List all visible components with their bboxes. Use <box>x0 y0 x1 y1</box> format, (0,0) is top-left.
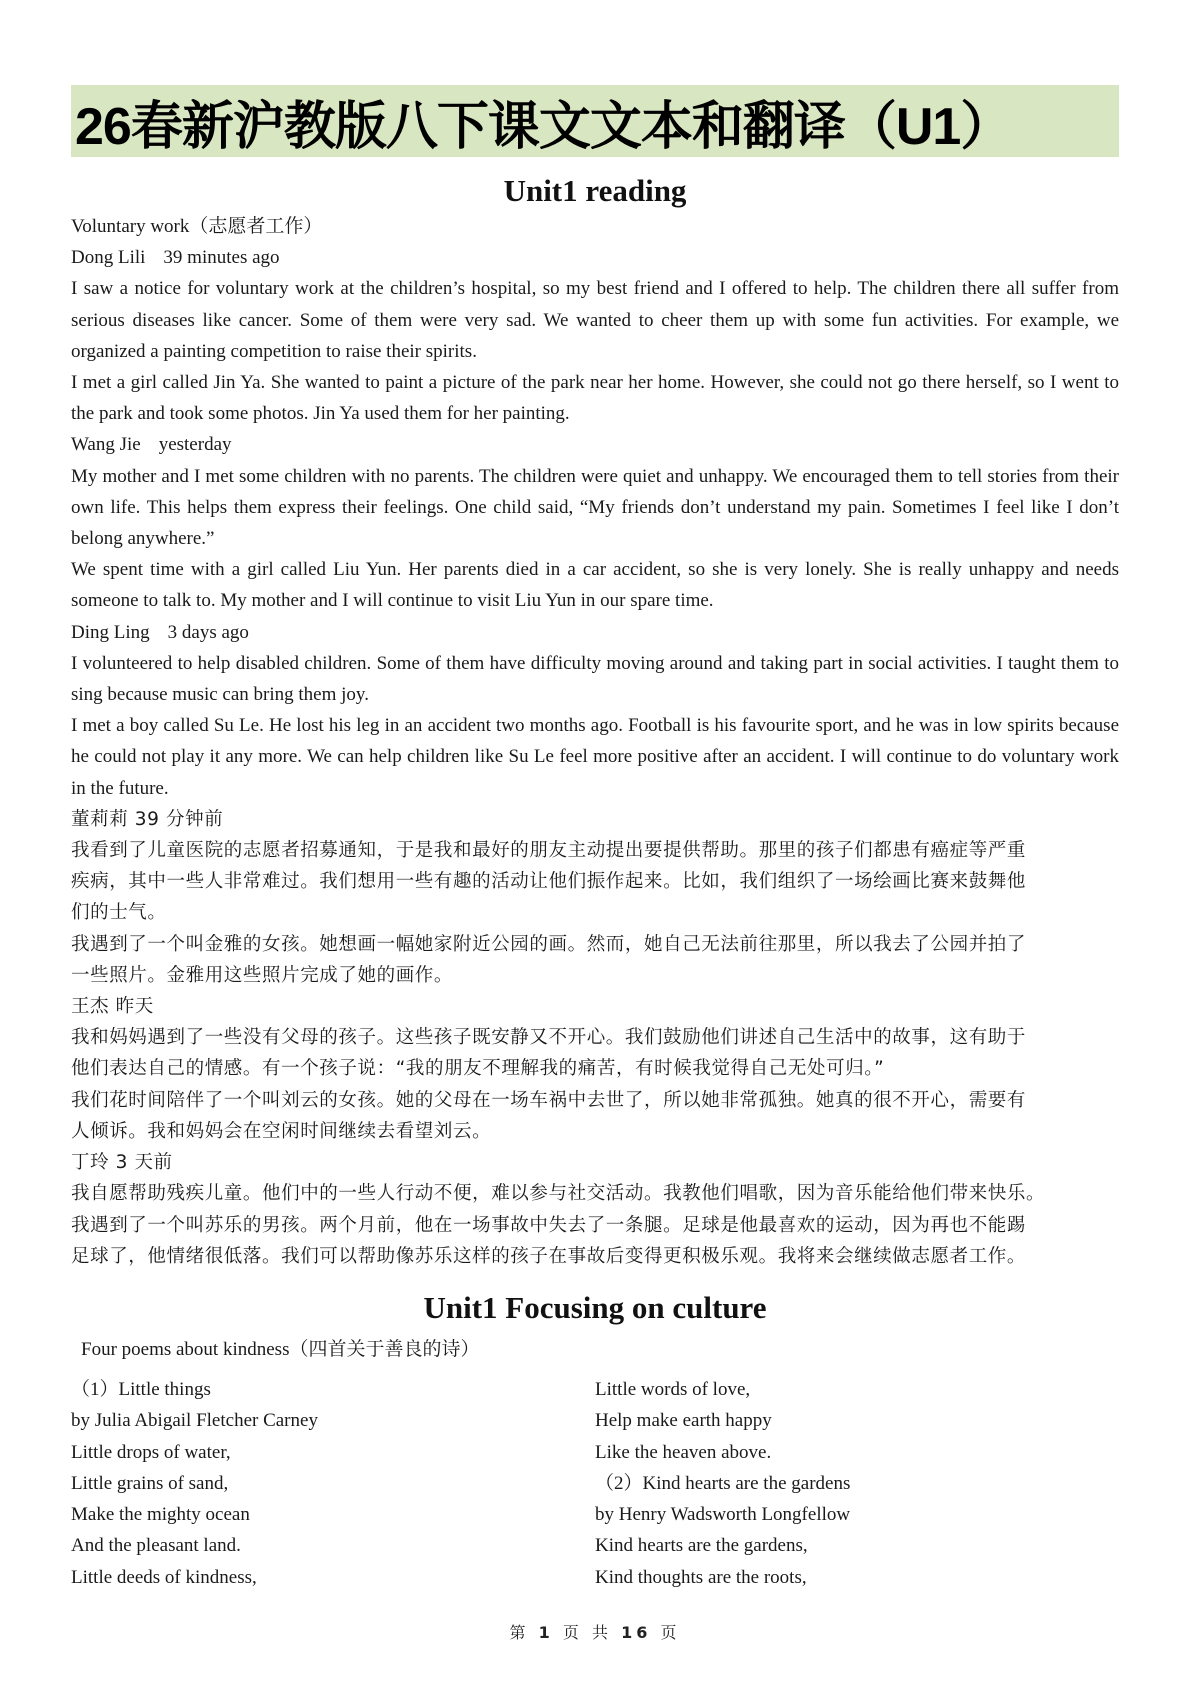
poems-intro: Four poems about kindness（四首关于善良的诗） <box>81 1338 480 1360</box>
page-footer <box>0 1620 1190 1643</box>
poem-line: by Henry Wadsworth Longfellow <box>595 1504 851 1526</box>
poem-line: And the pleasant land. <box>71 1535 241 1557</box>
post-paragraph: We spent time with a girl called Liu Yun. Her parents died in a car accident, so she is very lonely. She is really unhappy and needs someone to talk to. My mother and I will continue to visit Liu Yun in our spare time. <box>71 559 1119 612</box>
poem-line: Little words of love, <box>595 1378 751 1400</box>
post-time: 39 minutes ago <box>163 247 280 269</box>
translation-line: 足球了，他情绪很低落。我们可以帮助像苏乐这样的孩子在事故后变得更积极乐观。我将来会继续做志愿者工作。 <box>71 1245 1027 1267</box>
translation-line: 我们花时间陪伴了一个叫刘云的女孩。她的父母在一场车祸中去世了，所以她非常孤独。她真的很不开心，需要有 <box>71 1089 1027 1111</box>
translation-header: 丁玲 3 天前 <box>71 1152 173 1174</box>
poem-line: by Julia Abigail Fletcher Carney <box>71 1410 318 1432</box>
translation-header: 王杰 昨天 <box>71 996 154 1018</box>
translation-line: 我看到了儿童医院的志愿者招募通知，于是我和最好的朋友主动提出要提供帮助。那里的孩子们都患有癌症等严重 <box>71 840 1027 862</box>
post-author: Dong Lili <box>71 247 146 269</box>
footer-prefix: 第 <box>509 1623 530 1642</box>
poem-line: Little drops of water, <box>71 1441 231 1463</box>
reading-body <box>71 211 1119 1272</box>
footer-suffix: 页 <box>660 1623 681 1642</box>
poem-line: Little grains of sand, <box>71 1472 229 1494</box>
section-heading-culture: Unit1 Focusing on culture <box>423 1289 767 1325</box>
poem-line: Make the mighty ocean <box>71 1504 250 1526</box>
poems-columns <box>71 1374 1119 1593</box>
translation-line: 们的士气。 <box>71 902 167 924</box>
poem-line: （1）Little things <box>71 1378 211 1400</box>
document-page <box>71 85 1119 1593</box>
translation-header: 董莉莉 39 分钟前 <box>71 808 224 830</box>
section-heading-reading: Unit1 reading <box>503 173 687 208</box>
poem-line: Kind hearts are the gardens, <box>595 1535 808 1557</box>
translation-line: 我遇到了一个叫金雅的女孩。她想画一幅她家附近公园的画。然而，她自己无法前往那里，所以我去了公园并拍了 <box>71 933 1027 955</box>
reading-subtitle: Voluntary work（志愿者工作） <box>71 216 323 237</box>
poem-line: Help make earth happy <box>595 1410 772 1432</box>
translation-line: 他们表达自己的情感。有一个孩子说：“我的朋友不理解我的痛苦，有时候我觉得自己无处可归。” <box>71 1058 885 1080</box>
translation-line: 我和妈妈遇到了一些没有父母的孩子。这些孩子既安静又不开心。我们鼓励他们讲述自己生活中的故事，这有助于 <box>71 1027 1027 1049</box>
post-paragraph: I met a boy called Su Le. He lost his leg in an accident two months ago. Football is his favourite sport, and he was in low spirits because he could not play it any more. We can help children like Su Le feel more positive after an accident. I will continue to do voluntary work in the future. <box>71 715 1119 799</box>
document-title: 26春新沪教版八下课文文本和翻译（U1） <box>71 85 1119 157</box>
post-paragraph: I volunteered to help disabled children. Some of them have difficulty moving around and taking part in social activities. I taught them to sing because music can bring them joy. <box>71 652 1119 706</box>
poem-line: Like the heaven above. <box>595 1441 772 1463</box>
poem-column-left <box>71 1374 595 1593</box>
translation-line: 我自愿帮助残疾儿童。他们中的一些人行动不便，难以参与社交活动。我教他们唱歌，因为音乐能给他们带来快乐。 <box>71 1183 1046 1205</box>
post-author: Wang Jie <box>71 434 141 456</box>
translation-line: 我遇到了一个叫苏乐的男孩。两个月前，他在一场事故中失去了一条腿。足球是他最喜欢的运动，因为再也不能踢 <box>71 1214 1027 1236</box>
post-time: yesterday <box>158 434 232 456</box>
post-author: Ding Ling <box>71 621 150 643</box>
post-paragraph: My mother and I met some children with no parents. The children were quiet and unhappy. We encouraged them to tell stories from their own life. This helps them express their feelings. One child said, “My friends don’t understand my pain. Sometimes I feel like I don’t belong anywhere.” <box>71 465 1119 550</box>
translation-line: 一些照片。金雅用这些照片完成了她的画作。 <box>71 964 454 986</box>
post-paragraph: I met a girl called Jin Ya. She wanted to paint a picture of the park near her home. However, she could not go there herself, so I went to the park and took some photos. Jin Ya used them for her painting. <box>71 372 1119 425</box>
post-paragraph: I saw a notice for voluntary work at the children’s hospital, so my best friend and I offered to help. The children there all suffer from serious diseases like cancer. Some of them were very sad. We wanted to cheer them up with some fun activities. For example, we organized a painting competition to raise their spirits. <box>71 278 1119 362</box>
page-total: 16 <box>621 1623 652 1642</box>
poem-line: Kind thoughts are the roots, <box>595 1566 807 1588</box>
post-header <box>71 429 1119 460</box>
footer-middle: 页 共 <box>562 1623 612 1642</box>
poem-column-right <box>595 1374 1119 1593</box>
translation-line: 人倾诉。我和妈妈会在空闲时间继续去看望刘云。 <box>71 1120 492 1142</box>
poem-line: （2）Kind hearts are the gardens <box>595 1472 851 1494</box>
post-time: 3 days ago <box>167 621 249 643</box>
post-header <box>71 617 1119 648</box>
poem-line: Little deeds of kindness, <box>71 1566 257 1588</box>
post-header <box>71 242 1119 273</box>
translation-line: 疾病，其中一些人非常难过。我们想用一些有趣的活动让他们振作起来。比如，我们组织了一场绘画比赛来鼓舞他 <box>71 871 1027 893</box>
page-number: 1 <box>538 1623 554 1642</box>
